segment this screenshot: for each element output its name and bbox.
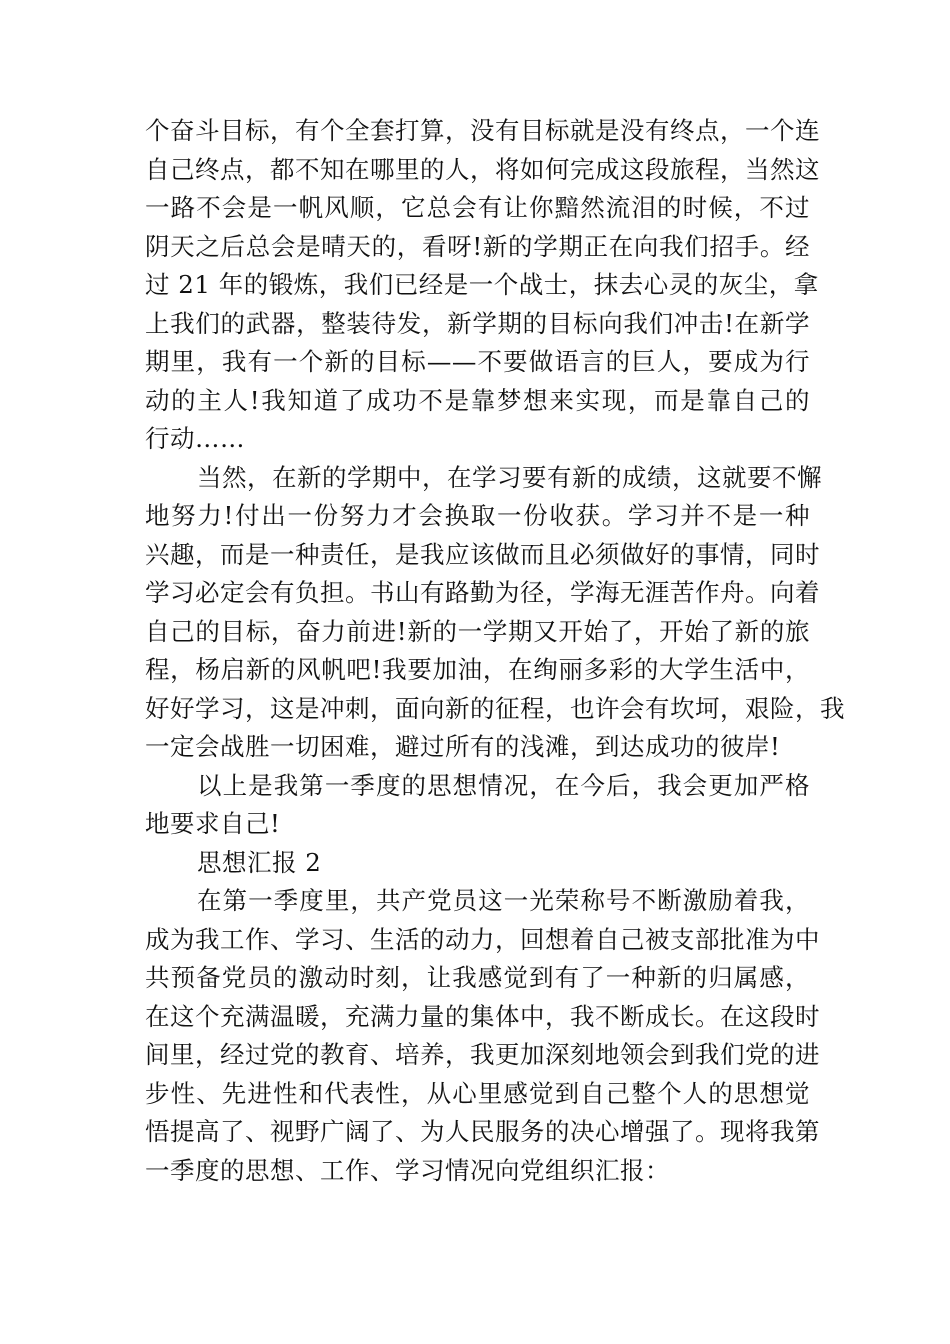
paragraph-2 (145, 459, 845, 767)
text-line: 当然，在新的学期中，在学习要有新的成绩，这就要不懈 (197, 462, 822, 492)
text-line: 一季度的思想、工作、学习情况向党组织汇报： (145, 1155, 670, 1185)
text-line: 过 21 年的锻炼，我们已经是一个战士，抹去心灵的灰尘，拿 (145, 270, 819, 299)
text-line: 共预备党员的激动时刻，让我感觉到有了一种新的归属感， (145, 963, 810, 992)
text-line: 成为我工作、学习、生活的动力，回想着自己被支部批准为中 (145, 924, 820, 954)
text-line: 程，杨启新的风帆吧!我要加油，在绚丽多彩的大学生活中， (145, 655, 810, 684)
text-line: 在这个充满温暖，充满力量的集体中，我不断成长。在这段时 (145, 1001, 820, 1031)
heading-text: 思想汇报 2 (197, 847, 322, 877)
paragraph-4 (145, 882, 820, 1190)
text-line: 一定会战胜一切困难，避过所有的浅滩，到达成功的彼岸! (145, 732, 781, 761)
paragraph-3 (145, 767, 810, 844)
text-line: 学习必定会有负担。书山有路勤为径，学海无涯苦作舟。向着 (145, 578, 820, 607)
text-line: 上我们的武器，整装待发，新学期的目标向我们冲击!在新学 (145, 308, 810, 338)
text-line: 动的主人!我知道了成功不是靠梦想来实现，而是靠自己的 (145, 385, 810, 415)
text-line: 自己终点，都不知在哪里的人，将如何完成这段旅程，当然这 (145, 154, 820, 184)
text-line: 个奋斗目标，有个全套打算，没有目标就是没有终点，一个连 (145, 116, 820, 145)
text-line: 一路不会是一帆风顺，它总会有让你黯然流泪的时候，不过 (145, 193, 810, 222)
text-line: 悟提高了、视野广阔了、为人民服务的决心增强了。现将我第 (145, 1117, 820, 1146)
text-line: 期里，我有一个新的目标——不要做语言的巨人，要成为行 (145, 347, 810, 376)
text-line: 行动…… (145, 424, 245, 453)
text-line: 在第一季度里，共产党员这一光荣称号不断激励着我， (197, 886, 810, 915)
text-line: 自己的目标，奋力前进!新的一学期又开始了，开始了新的旅 (145, 616, 810, 646)
text-line: 间里，经过党的教育、培养，我更加深刻地领会到我们党的进 (145, 1040, 820, 1069)
text-line: 步性、先进性和代表性，从心里感觉到自己整个人的思想觉 (145, 1078, 810, 1108)
text-line: 阴天之后总会是晴天的，看呀!新的学期正在向我们招手。经 (145, 231, 810, 261)
text-line: 地努力!付出一份努力才会换取一份收获。学习并不是一种 (145, 501, 810, 530)
text-line: 好好学习，这是冲刺，面向新的征程，也许会有坎坷，艰险，我 (145, 693, 845, 723)
text-line: 地要求自己! (145, 809, 281, 838)
text-line: 以上是我第一季度的思想情况，在今后，我会更加严格 (197, 770, 810, 800)
document-body (145, 112, 845, 1190)
text-line: 兴趣，而是一种责任，是我应该做而且必须做好的事情，同时 (145, 539, 820, 569)
paragraph-1 (145, 112, 820, 459)
section-heading (145, 844, 810, 883)
